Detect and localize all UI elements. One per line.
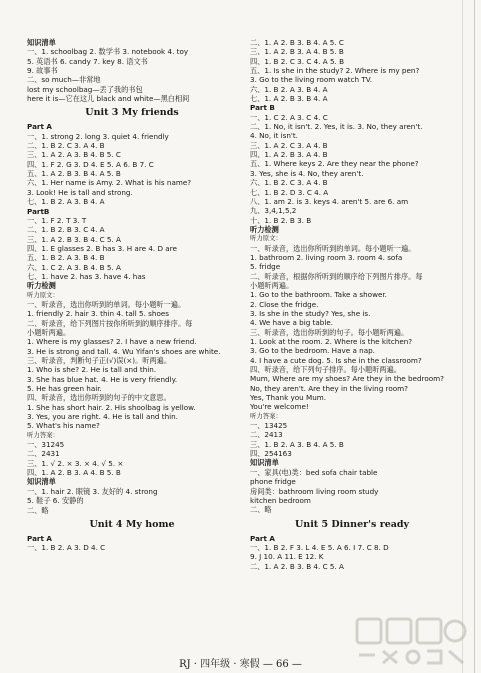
answer-line: 2. Close the fridge. (250, 299, 319, 309)
answer-line: 一、听录音，选出你听到的单词。每小题听一遍。 (27, 299, 186, 309)
answer-line: 七、1. B 2. D 3. C 4. A (250, 187, 329, 197)
answer-line: 二、1. B 2. B 3. C 4. A (27, 225, 105, 235)
answer-line: 3. She has blue hat. 4. He is very friendly. (27, 374, 178, 384)
answer-line: 1. She has short hair. 2. His shoolbag is yellow. (27, 402, 196, 412)
answer-line: 1. Go to the bathroom. Take a shower. (250, 290, 387, 300)
answer-line: 五、1. Where keys 2. Are they near the phone? (250, 159, 419, 169)
answer-line: 5. fridge (250, 262, 281, 272)
answer-line: 小题听两遍。 (250, 280, 294, 290)
answer-line: 5. He has green hair. (27, 384, 102, 394)
answer-line: 二、略 (27, 505, 49, 515)
answer-line: 二、听录音，根据你所听到的顺序给下列图片排序。每 (250, 271, 423, 281)
answer-line: 三、听录音，判断句子正(√)误(×)。听两遍。 (27, 356, 172, 365)
section-heading: Part A (27, 533, 52, 543)
answer-line: 1. Look at the room. 2. Where is the kitchen? (250, 337, 413, 346)
answer-line: 三、1. B 2. A 3. B 4. A 5. B (250, 439, 344, 449)
answer-line: 六、1. Her name is Amy. 2. What is his name? (27, 178, 192, 188)
answer-line: 一、1. B 2. A 3. D 4. C (27, 543, 106, 553)
page-spine-inner (462, 0, 463, 673)
answer-line: 一、31245 (27, 440, 65, 450)
answer-line: kitchen bedroom (250, 495, 311, 505)
answer-line: 3. Look! He is tall and strong. (27, 187, 133, 197)
answer-line: 四、1. E glasses 2. B has 3. H are 4. D are (27, 243, 177, 253)
answer-line: 一、1. strong 2. long 3. quiet 4. friendly (27, 131, 169, 141)
answer-line: 3. Go to the bedroom. Have a nap. (250, 346, 375, 356)
answer-line: Mum, Where are my shoes? Are they in the bedroom? (250, 374, 444, 384)
answer-line: 二、1. A 2. B 3. B 4. A 5. C (250, 38, 344, 47)
left-column (27, 38, 237, 553)
section-heading: 听力检测 (250, 224, 279, 234)
section-heading: Part B (250, 103, 275, 113)
answer-line: 一、1. F 2. T 3. T (27, 215, 87, 225)
answer-line: 3. Go to the living room watch TV. (250, 75, 373, 85)
answer-line: 5. What's his name? (27, 421, 100, 431)
answer-line: 八、1. am 2. is 3. keys 4. aren't 5. are 6. am (250, 196, 409, 206)
answer-line: 三、1. A 2. B 3. A 4. B 5. B (250, 47, 344, 57)
answer-line: 十、1. B 2. B 3. B (250, 215, 312, 225)
answer-line: 房间类：bathroom living room study (250, 486, 379, 496)
answer-line: 小题听两遍。 (27, 327, 71, 337)
answer-line: No, they aren't. Are they in the living room? (250, 383, 408, 393)
answer-line: 五、1. B 2. A 3. B 4. B (27, 253, 105, 263)
answer-line: You're welcome! (250, 402, 309, 412)
answer-line: 六、1. B 2. A 3. B 4. A (250, 84, 328, 94)
answer-line: 听力答案： (250, 411, 282, 420)
unit-title: Unit 3 My friends (85, 107, 179, 119)
answer-line: 六、1. C 2. A 3. B 4. B 5. A (27, 262, 121, 272)
answer-line: 一、1. hair 2. 眼镜 3. 友好的 4. strong (27, 486, 158, 496)
section-heading: 听力检测 (27, 281, 56, 291)
answer-line: 3. Is she in the study? Yes, she is. (250, 308, 371, 318)
answer-line: lost my schoolbag—丢了我的书包 (27, 84, 143, 94)
answer-line: 四、1. F 2. G 3. D 4. E 5. A 6. B 7. C (27, 159, 154, 169)
answer-line: 二、略 (250, 505, 272, 515)
unit-title: Unit 5 Dinner's ready (295, 518, 410, 530)
answer-line: 二、听录音，给下列图片按你所听到的顺序排序。每 (27, 318, 193, 328)
unit-title: Unit 4 My home (89, 518, 175, 530)
answer-line: 四、1. B 2. C 3. C 4. A 5. B (250, 56, 345, 66)
answer-line: 七、1. A 2. B 3. B 4. A (250, 94, 328, 104)
answer-line: 七、1. have 2. has 3. have 4. has (27, 271, 146, 281)
answer-line: 三、1. A 2. A 3. B 4. B 5. C (27, 150, 121, 160)
answer-line: Yes, Thank you Mum. (250, 393, 327, 403)
answer-line: 二、1. B 2. C 3. A 4. B (27, 141, 105, 151)
answer-line: 3. Yes, she is 4. No, they aren't. (250, 168, 364, 178)
answer-line: 二、1. A 2. B 3. B 4. C 5. A (250, 561, 344, 571)
answer-line: 4. No, it isn't. (250, 131, 298, 141)
answer-line: 听力原文： (250, 234, 282, 243)
answer-line: 四、254163 (250, 449, 292, 459)
answer-line: 四、听录音，选出你听到的句子的中文意思。 (27, 393, 171, 403)
answer-line: 四、1. A 2. B 3. A 4. B 5. B (27, 468, 121, 478)
answer-line: 九、3,4,1,5,2 (250, 206, 297, 216)
page-footer: RJ · 四年级 · 寒假 — 66 — (179, 659, 302, 670)
answer-line: 一、1. C 2. A 3. C 4. C (250, 112, 328, 122)
answer-line: 四、1. A 2. B 3. A 4. B (250, 150, 328, 160)
answer-line: 三、1. √ 2. × 3. × 4. √ 5. × (27, 458, 124, 468)
answer-line: 六、1. B 2. C 3. A 4. B (250, 178, 328, 188)
answer-line: 二、2431 (27, 449, 60, 459)
page-spine (474, 0, 475, 673)
answer-line: 9. 故事书 (27, 66, 58, 76)
answer-line: 二、so much—非常地 (27, 75, 101, 85)
answer-line: 五、1. A 2. B 3. B 4. A 5. B (27, 169, 121, 179)
section-heading: Part A (250, 533, 275, 543)
answer-line: 3. He is strong and tall. 4. Wu Yifan's shoes are white. (27, 346, 221, 356)
answer-line: 3. Yes, you are right. 4. He is tall and thin. (27, 412, 178, 422)
section-heading: 知识清单 (250, 458, 279, 468)
answer-line: 七、1. B 2. A 3. B 4. A (27, 197, 105, 207)
right-column (250, 38, 455, 571)
answer-line: 5. 鞋子 6. 安静的 (27, 496, 84, 506)
answer-line: phone fridge (250, 477, 296, 487)
answer-line: 三、听录音，选出你听到的句子。每小题听两遍。 (250, 327, 409, 337)
answer-line: 二、1. No, it isn't. 2. Yes, it is. 3. No, they aren't. (250, 122, 423, 132)
section-heading: PartB (27, 206, 50, 216)
answer-line: here it is—它在这儿 black and white—黑白相间 (27, 94, 190, 104)
section-heading: Part A (27, 122, 52, 132)
answer-line: 一、家具(电)类：bed sofa chair table (250, 467, 378, 477)
answer-line: 一、13425 (250, 421, 288, 431)
answer-line: 二、2413 (250, 430, 283, 440)
answer-line: 5. 英语书 6. candy 7. key 8. 语文书 (27, 56, 148, 66)
answer-line: 听力原文： (27, 290, 59, 299)
section-heading: 知识清单 (27, 477, 56, 487)
answer-line: 四、听录音，给下列句子排序。每小题听两遍。 (250, 365, 401, 375)
answer-line: 1. Where is my glasses? 2. I have a new friend. (27, 337, 197, 347)
answer-line: 9. J 10. A 11. E 12. K (250, 552, 324, 562)
answer-line: 4. I have a cute dog. 5. Is she in the classroom? (250, 355, 422, 365)
answer-line: 一、1. schoolbag 2. 数学书 3. notebook 4. toy (27, 47, 189, 57)
answer-line: 1. friendly 2. hair 3. thin 4. tall 5. shoes (27, 309, 170, 319)
answer-line: 1. bathroom 2. living room 3. room 4. sofa (250, 252, 403, 262)
answer-line: 4. We have a big table. (250, 318, 334, 328)
answer-line: 听力答案： (27, 430, 59, 439)
answer-line: 三、1. A 2. B 3. B 4. C 5. A (27, 234, 121, 244)
answer-line: 一、1. B 2. F 3. L 4. E 5. A 6. I 7. C 8. D (250, 542, 389, 552)
answer-line: 1. Who is she? 2. He is tall and thin. (27, 365, 157, 375)
answer-line: 一、听录音，选出你所听到的单词。每小题听一遍。 (250, 243, 416, 253)
watermark-logo (353, 615, 473, 667)
answer-line: 三、1. A 2. C 3. A 4. B (250, 140, 328, 150)
section-heading: 知识清单 (27, 38, 56, 47)
answer-line: 五、1. Is she in the study? 2. Where is my pen? (250, 66, 420, 76)
